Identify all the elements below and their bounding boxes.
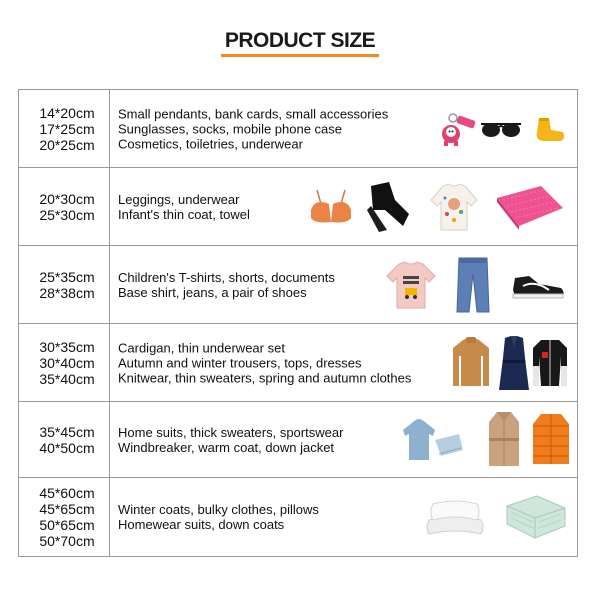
size-value: 45*60cm — [39, 485, 95, 501]
description-line: Children's T-shirts, shorts, documents — [118, 269, 335, 285]
size-table — [18, 89, 578, 557]
description-line: Windbreaker, warm coat, down jacket — [118, 439, 335, 455]
varsity-jacket-icon — [531, 336, 569, 390]
size-cell — [19, 246, 110, 324]
table-row — [19, 478, 578, 557]
leggings-icon — [365, 180, 415, 234]
description-line: Base shirt, jeans, a pair of shoes — [118, 284, 307, 300]
size-value: 40*50cm — [39, 439, 95, 456]
description-line: Winter coats, bulky clothes, pillows — [118, 502, 319, 517]
description-line: Leggings, underwear — [118, 191, 240, 207]
description-line: Infant's thin coat, towel — [118, 206, 250, 222]
description-cell — [110, 324, 578, 402]
description-text — [118, 270, 335, 300]
description-cell — [110, 90, 578, 168]
table-row — [19, 402, 578, 478]
description-line: Cardigan, thin underwear set — [118, 340, 285, 355]
size-cell — [19, 324, 110, 402]
sneaker-icon — [509, 268, 567, 302]
down-jacket-icon — [531, 410, 571, 468]
page-title: PRODUCT SIZE — [221, 30, 379, 57]
description-text — [118, 502, 319, 532]
sock-icon — [531, 114, 567, 144]
description-line: Homewear suits, down coats — [118, 517, 285, 532]
description-line: Cosmetics, toiletries, underwear — [118, 136, 303, 151]
size-value: 25*30cm — [39, 206, 95, 223]
size-value: 50*70cm — [39, 533, 95, 549]
table-row — [19, 90, 578, 168]
description-cell — [110, 478, 578, 557]
sunglasses-icon — [479, 118, 523, 142]
kids-tshirt-icon — [385, 260, 437, 310]
description-line: Autumn and winter trousers, tops, dresses — [118, 355, 362, 370]
size-value: 20*25cm — [39, 136, 95, 153]
size-cell — [19, 168, 110, 246]
sweater-icon — [451, 336, 491, 390]
table-row — [19, 168, 578, 246]
size-cell — [19, 402, 110, 478]
dress-icon — [497, 334, 531, 392]
size-value: 35*40cm — [39, 370, 95, 387]
size-value: 20*30cm — [39, 190, 95, 207]
bra-icon — [307, 188, 355, 228]
table-row — [19, 324, 578, 402]
size-value: 50*65cm — [39, 517, 95, 533]
description-line: Home suits, thick sweaters, sportswear — [118, 424, 344, 440]
description-text — [118, 425, 343, 455]
size-cell — [19, 478, 110, 557]
sweatshirt-icon — [429, 182, 479, 232]
size-value: 25*35cm — [39, 268, 95, 285]
description-text — [118, 340, 411, 385]
description-line: Small pendants, bank cards, small accessories — [118, 106, 389, 121]
quilt-icon — [503, 492, 569, 542]
size-value: 14*20cm — [39, 104, 95, 121]
title-container — [0, 30, 600, 57]
size-cell — [19, 90, 110, 168]
description-text — [118, 192, 250, 222]
jeans-icon — [455, 254, 491, 314]
size-value: 35*45cm — [39, 423, 95, 440]
description-text — [118, 106, 388, 151]
trench-coat-icon — [487, 408, 521, 470]
table-row — [19, 246, 578, 324]
size-value: 45*65cm — [39, 501, 95, 517]
size-value: 28*38cm — [39, 284, 95, 301]
size-value: 17*25cm — [39, 120, 95, 137]
description-cell — [110, 402, 578, 478]
description-line: Sunglasses, socks, mobile phone case — [118, 121, 343, 136]
hoodie-set-icon — [403, 416, 465, 464]
size-value: 30*40cm — [39, 354, 95, 371]
description-line: Knitwear, thin sweaters, spring and autumn clothes — [118, 370, 412, 385]
towel-icon — [493, 180, 567, 232]
pillows-icon — [423, 498, 487, 538]
size-value: 30*35cm — [39, 338, 95, 355]
keychain-icon — [439, 112, 477, 148]
description-cell — [110, 246, 578, 324]
description-cell — [110, 168, 578, 246]
